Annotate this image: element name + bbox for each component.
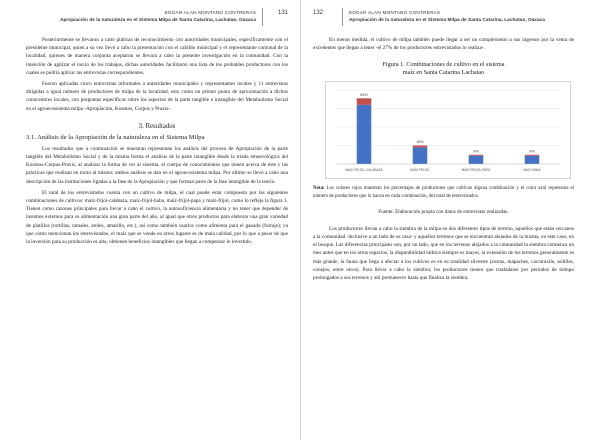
bar-red (469, 155, 484, 156)
data-label: 64% (360, 93, 368, 98)
x-tick-label: MAÍZ-FRIJOL-CALABAZA (345, 168, 383, 173)
right-page-header (313, 0, 574, 36)
header-title: Apropiación de la naturaleza en el Sistema Milpa de Santa Catarina, Lachatao, Oaxaca (60, 17, 256, 22)
x-tick-label: MAÍZ-FRIJOL (410, 168, 430, 173)
header-author: EDGAR ALAN MONTANO CONTRERAS (164, 10, 256, 15)
section-title: 3. Resultados (138, 122, 176, 130)
paragraph: Fueron aplicadas cinco entrevistas informales a autoridades municipales y representantes locales y 11 entrevistas dirigidas a igual número de productores de milpa de la localidad, esto como un primer punto de aproximación a dichos conocedores locales, con preguntas específicas sobre los aspectos de la parte tangible e intangible del Metabolismo Social en el agroecosistema milpa -Apropiación, Kosmos, Corpus y Praxis-. (26, 81, 288, 112)
bar-blue (357, 105, 372, 164)
header-divider (342, 8, 343, 26)
right-page (300, 0, 600, 440)
bar-blue (413, 148, 428, 165)
left-page-header (26, 0, 288, 36)
header-divider (262, 8, 263, 26)
paragraph: El total de los entrevistados cuenta con un cultivo de milpa, el cual puede estar compuesto por las siguientes combinaciones de cultivos: maíz-frijol-calabaza, maíz-frijol-haba, maíz-frijol-papa y maíz-frijol, como lo refleja la figura 1. Tienen como razones principales para llevar a cabo el cultivo, la autosuficiencia alimentaria y no tener que depender de insumos externos para su alimentación una gran parte del año, al igual que otros productos para elaborar una gran variedad de platillos (tortillas, tamales, atoles, amarillo, etc.), así como también usarlos como alimento para el ganado (forraje); ya que como mencionan los entrevistados, el maíz que se vende en otros lugares es de mala calidad, por lo que a pesar de que la inversión para su producción es alta, obtienen beneficios intangibles que llegan a compensar lo invertido. (26, 189, 288, 246)
header-author: EDGAR ALAN MONTANO CONTRERAS (349, 10, 441, 15)
paragraph: Los resultados que a continuación se muestran representan los análisis del proceso de Apropiación de la parte tangible del Metabolismo Social y de la misma forma el análisis de la parte intangible desde la triada etnoecológica del Kosmos-Corpus-Praxis, al analizar la forma de ver al sistema, el cuerpo de conocimientos que tienen acerca de éste y las prácticas que realizan en torno al mismo; ambos análisis se dan en el agroecosistema milpa. Por último se llevó a cabo una descripción de las instituciones ligadas a la fase de la Apropiación y que forman parte de la fase intangible de la teoría. (26, 145, 288, 185)
data-label: 9% (473, 149, 479, 154)
page-number: 131 (277, 10, 288, 16)
figure-1-chart (325, 81, 571, 179)
bar-blue (525, 156, 540, 164)
bar-blue (469, 156, 484, 164)
paragraph: En menor medida, el cultivo de milpa también puede llegar a ser un complemento a sus ingresos por la venta de excedentes que llegan a tener -el 27% de los productores entrevistados lo realiza-. (313, 37, 574, 52)
bar-red (357, 99, 372, 105)
figure-note: Nota: Los colores rojos muestran los porcentajes de productores que cultivan alguna combinación y el color azul representa el número de productores que lo hacen en cada combinación, del total de entrevistados. (313, 186, 574, 199)
bar-red (525, 155, 540, 156)
subsection-title: 3.1. Análisis de la Apropiación de la naturaleza en el Sistema Milpa (26, 133, 205, 141)
figure-source: Fuente: Elaboración propia con datos de entrevistas realizadas. (378, 208, 509, 215)
x-tick-label: MAÍZ-FRIJOL-PAPA (461, 168, 491, 173)
figure-caption: Figura 1. Combinaciones de cultivo en el sistema maíz en Santa Catarina Lachatao (382, 61, 505, 77)
header-title: Apropiación de la naturaleza en el Sistema Milpa de Santa Catarina, Lachatao, Oaxaca (349, 17, 545, 22)
paragraph: Posteriormente se llevaron a cabo pláticas de reconocimiento con autoridades municipales, específicamente con el presidente municipal, quien a su vez llevó a cabo la presentación con el cabildo municipal y el representante comunal de la localidad, quienes de manera conjunta aceptaron se llevara a cabo la presente investigación en la comunidad. Con la intención de agilizar el inicio de los trabajos, dichas autoridades facilitaron una lista de los probables productores con los cuales se podría aplicar las entrevistas correspondientes. (26, 37, 288, 76)
page-number: 132 (313, 10, 324, 16)
data-label: 18% (416, 140, 424, 145)
paragraph: Los productores llevan a cabo la siembra de la milpa en dos diferentes tipos de terreno, aquellos que están cercanos a la comunidad -inclusive a un lado de su casa- y aquellos terrenos que se encuentran alejados de la misma, en este caso, en el bosque. Las diferencias principales son, por un lado, que en los terrenos alejados a la comunidad la siembra comienza un mes antes que en los otros espacios, la disponibilidad hídrica siempre es mayor, la extensión de los terrenos generalmente es más grande, la fauna que llega a afectar a los cultivos es en su totalidad silvestre (zorras, mapaches, cacomixtle, ardillas, conejos, entre otros). Para llevar a cabo la siembra, los productores tienen que trasladarse por periodos de tiempo prolongados a sus terrenos y ahí permanecer hasta que finaliza la siembra. (313, 225, 574, 282)
bar-red (413, 146, 428, 148)
bar-chart (326, 82, 570, 178)
data-label: 9% (529, 149, 535, 154)
x-tick-label: MAÍZ-HABA (523, 168, 541, 173)
